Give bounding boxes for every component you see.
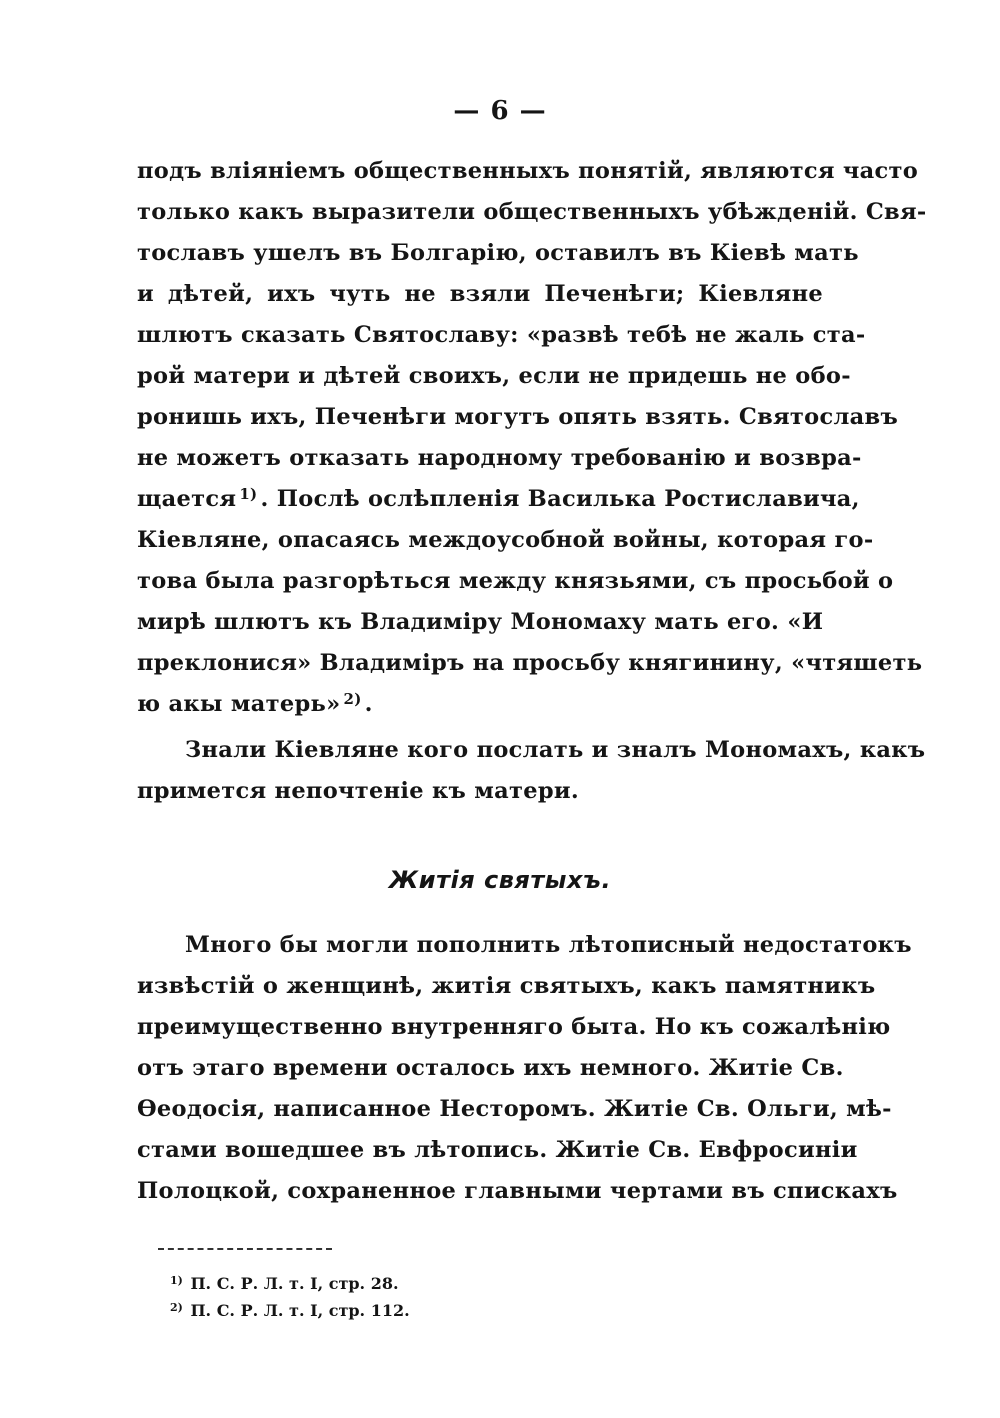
text-line: Знали Кіевляне кого послать и зналъ Мономахъ, какъ	[185, 737, 926, 763]
footnote-reference-2[interactable]: 2)	[343, 690, 362, 708]
text-line: Полоцкой, сохраненное главными чертами въ спискахъ	[137, 1178, 898, 1204]
text-fragment: .	[364, 691, 373, 717]
footnote-mark: 2)	[170, 1301, 183, 1314]
footnote-text: П. С. Р. Л. т. I, стр. 28.	[190, 1274, 399, 1293]
footnote-reference-1[interactable]: 1)	[239, 485, 258, 503]
text-line: шлютъ сказать Святославу: «развѣ тебѣ не жаль ста-	[137, 322, 866, 348]
text-line: Много бы могли пополнить лѣтописный недостатокъ	[185, 932, 912, 958]
text-line: подъ вліяніемъ общественныхъ понятій, являются часто	[137, 158, 919, 184]
text-line: тославъ ушелъ въ Болгарію, оставилъ въ Кіевѣ мать	[137, 240, 859, 266]
text-line: преклонися» Владиміръ на просьбу княгинину, «чтяшеть	[137, 650, 923, 676]
page-number: — 6 —	[453, 96, 547, 126]
text-line: не можетъ отказать народному требованію и возвра-	[137, 445, 862, 471]
footnote-2	[170, 1297, 770, 1324]
text-line: извѣстій о женщинѣ, житія святыхъ, какъ памятникъ	[137, 973, 876, 999]
text-fragment: ю акы матерь»	[137, 691, 341, 717]
paragraph-1	[137, 151, 927, 725]
text-fragment: щается	[137, 486, 237, 512]
footnote-text: П. С. Р. Л. т. I, стр. 112.	[190, 1301, 410, 1320]
text-line: Кіевляне, опасаясь междоусобной войны, которая го-	[137, 527, 874, 553]
text-line: това была разгорѣться между князьями, съ просьбой о	[137, 568, 894, 594]
paragraph-3	[137, 925, 912, 1212]
paragraph-2	[137, 730, 926, 812]
text-line: отъ этаго времени осталось ихъ немного. Житіе Св.	[137, 1055, 844, 1081]
text-line	[137, 684, 823, 725]
text-line: и дѣтей, ихъ чуть не взяли Печенѣги; Кіевляне	[137, 281, 823, 307]
text-line: стами вошедшее въ лѣтопись. Житіе Св. Евфросиніи	[137, 1137, 858, 1163]
text-line: только какъ выразители общественныхъ убѣжденій. Свя-	[137, 199, 927, 225]
footnote-divider	[158, 1248, 332, 1250]
text-line: преимущественно внутренняго быта. Но къ сожалѣнію	[137, 1014, 891, 1040]
footnotes	[170, 1270, 770, 1324]
footnote-mark: 1)	[170, 1274, 183, 1287]
text-line: ронишь ихъ, Печенѣги могутъ опять взять. Святославъ	[137, 404, 899, 430]
text-line: мирѣ шлютъ къ Владиміру Мономаху мать его. «И	[137, 609, 824, 635]
text-line: примется непочтеніе къ матери.	[137, 778, 579, 804]
footnote-1	[170, 1270, 770, 1297]
section-heading: Житія святыхъ.	[388, 866, 612, 894]
text-line	[137, 479, 860, 520]
text-line: рой матери и дѣтей своихъ, если не придешь не обо-	[137, 363, 851, 389]
text-fragment: . Послѣ ослѣпленія Василька Ростиславича,	[260, 486, 860, 512]
text-line: Ѳеодосія, написанное Несторомъ. Житіе Св. Ольги, мѣ-	[137, 1096, 892, 1122]
